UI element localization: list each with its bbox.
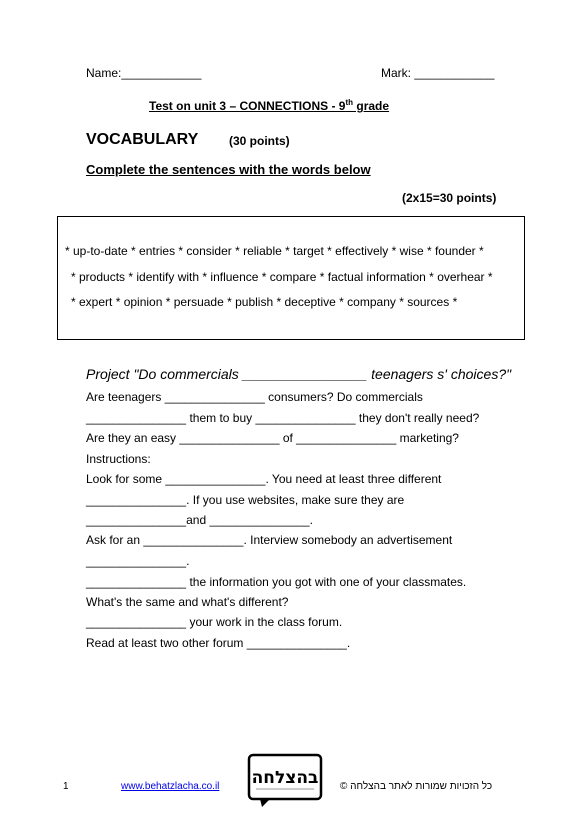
page-number: 1 — [63, 781, 69, 792]
project-line: _______________. If you use websites, make sure they are — [86, 493, 405, 507]
test-title-superscript: th — [345, 98, 354, 107]
word-bank-line-2: * products * identify with * influence * compare * factual information * overhear * — [71, 270, 493, 284]
project-line: What's the same and what's different? — [86, 595, 289, 609]
logo-graphic — [246, 753, 324, 809]
project-line: Are they an easy _______________ of _______________ marketing? — [86, 431, 459, 445]
behatzlacha-logo — [246, 753, 324, 809]
project-line: _______________ them to buy _______________ they don't really need? — [86, 411, 480, 425]
word-bank-box — [57, 216, 525, 340]
instructions-label: Instructions: — [86, 452, 151, 466]
name-field-label: Name:____________ — [86, 66, 202, 80]
project-line: Are teenagers _______________ consumers? Do commercials — [86, 390, 423, 404]
word-bank-line-1: * up-to-date * entries * consider * reliable * target * effectively * wise * founder * — [65, 244, 484, 258]
mark-field-label: Mark: ____________ — [381, 66, 495, 80]
word-bank-line-3: * expert * opinion * persuade * publish * deceptive * company * sources * — [71, 295, 458, 309]
project-line: _______________ the information you got with one of your classmates. — [86, 575, 467, 589]
vocabulary-heading: VOCABULARY — [86, 131, 199, 148]
score-label: (2x15=30 points) — [402, 191, 497, 205]
project-line: _______________. — [86, 554, 190, 568]
test-title — [149, 98, 389, 113]
test-title-main: Test on unit 3 – CONNECTIONS - 9 — [149, 99, 346, 113]
project-line: Look for some _______________. You need at least three different — [86, 472, 442, 486]
website-link[interactable]: www.behatzlacha.co.il — [121, 781, 220, 792]
project-line: Ask for an _______________. Interview somebody an advertisement — [86, 533, 453, 547]
vocabulary-instruction: Complete the sentences with the words below — [86, 162, 371, 177]
project-line: _______________and _______________. — [86, 513, 313, 527]
project-line: Read at least two other forum _______________. — [86, 636, 351, 650]
vocabulary-points: (30 points) — [229, 134, 290, 148]
project-title: Project "Do commercials ________________ teenagers s' choices?" — [86, 366, 512, 382]
copyright-notice: כל הזכויות שמורות לאתר בהצלחה © — [340, 781, 493, 792]
logo-text: בהצלחה — [251, 768, 319, 788]
test-title-end: grade — [353, 99, 390, 113]
project-line: _______________ your work in the class forum. — [86, 615, 343, 629]
